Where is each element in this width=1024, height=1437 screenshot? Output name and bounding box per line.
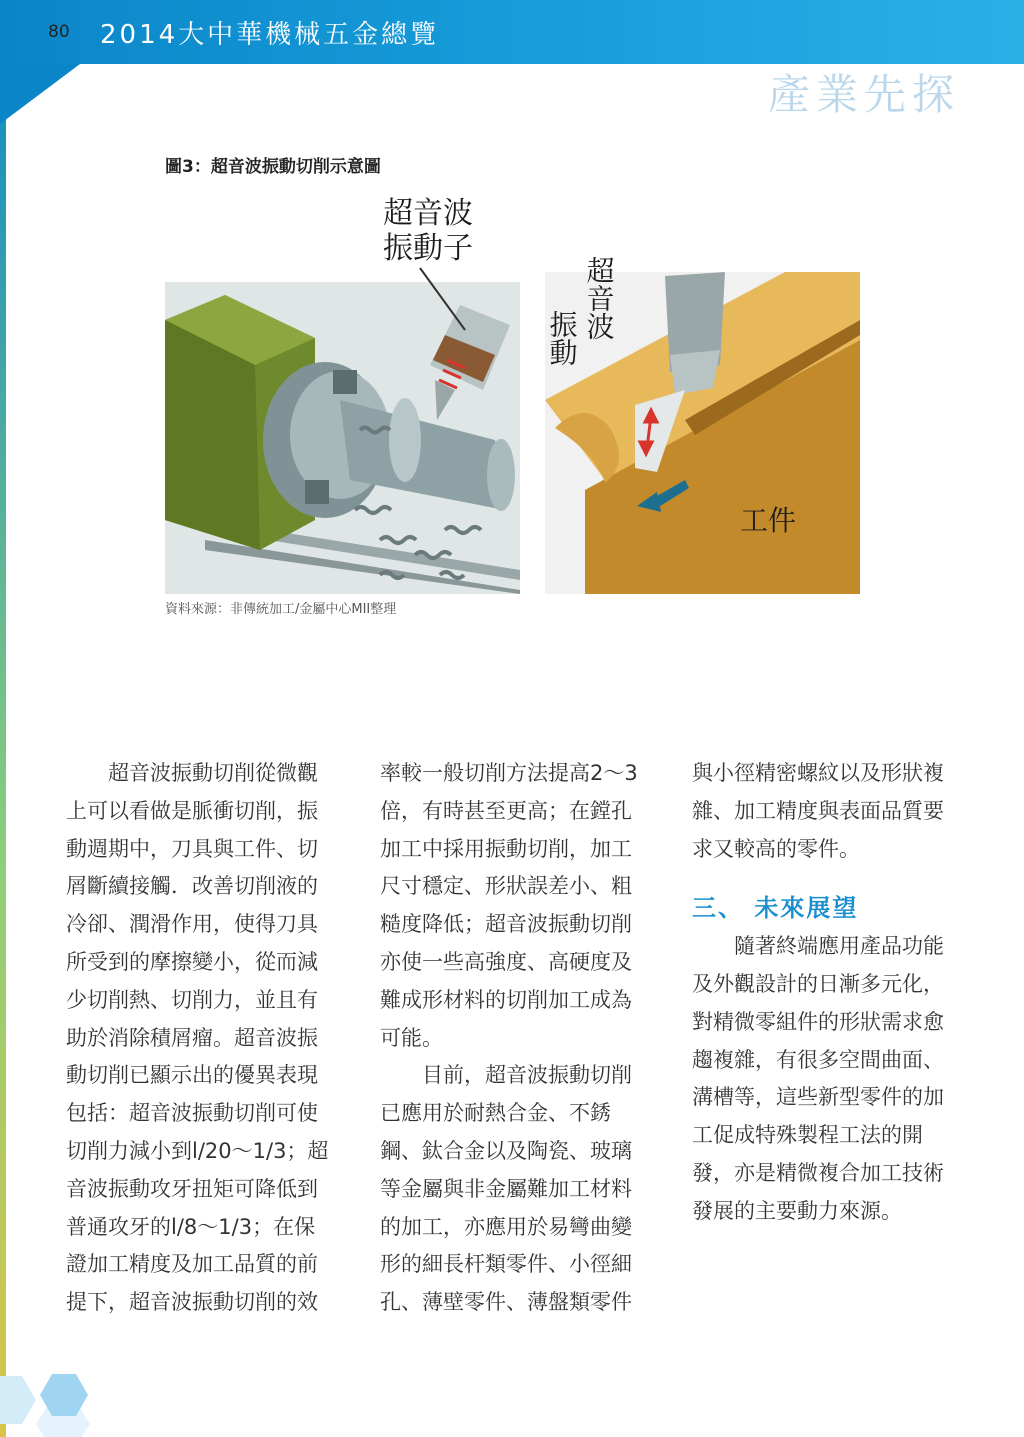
body-column-2 [380, 755, 648, 1322]
label-transducer-line1: 超音波 [383, 196, 473, 231]
page-number: 80 [48, 22, 70, 42]
label-vibration-col1: 振動 [545, 310, 579, 366]
chuck-jaw [333, 370, 357, 394]
section-heading: 三、 未來展望 [692, 894, 859, 923]
paragraph: 率較一般切削方法提高2～3倍，有時甚至更高；在鏜孔加工中採用振動切削，加工尺寸穩定、形狀誤差小、粗糙度降低；超音波振動切削亦使一些高強度、高硬度及難成形材料的切削加工成為可能。 [380, 761, 638, 1050]
publication-title: 2014大中華機械五金總覽 [100, 20, 440, 50]
shaft-end [487, 439, 515, 511]
label-transducer-line2: 振動子 [383, 231, 473, 266]
header-bar [0, 0, 1024, 64]
figure-source: 資料來源：非傳統加工/金屬中心MII整理 [165, 602, 397, 617]
chuck-jaw [305, 480, 329, 504]
hexagon-shape [0, 1376, 36, 1424]
page-edge-stripe [0, 0, 6, 1437]
label-vibration-col2: 超音波 [582, 256, 616, 340]
label-workpiece: 工件 [740, 504, 797, 537]
shaft-collar [389, 398, 421, 482]
ultrasonic-cutting-illustration [165, 190, 860, 595]
figure-caption: 圖3：超音波振動切削示意圖 [165, 157, 381, 177]
page-number-decoration [0, 1362, 120, 1437]
paragraph: 目前，超音波振動切削已應用於耐熱合金、不銹鋼、鈦合金以及陶瓷、玻璃等金屬與非金屬難加工材料的加工，亦應用於易彎曲變形的細長杆類零件、小徑細孔、薄壁零件、薄盤類零件 [380, 1063, 632, 1315]
body-column-3 [692, 755, 962, 1231]
paragraph: 與小徑精密螺紋以及形狀複雜、加工精度與表面品質要求又較高的零件。 [692, 761, 944, 861]
paragraph: 超音波振動切削從微觀上可以看做是脈衝切削，振動週期中，刀具與工件、切屑斷續接觸．改善切削液的冷卻、潤滑作用，使得刀具所受到的摩擦變小，從而減少切削熱、切削力，並且有助於消除積屑瘤。超音波振動切削已顯示出的優異表現包括：超音波振動切削可使切削力減小到l/20～1/3；超音波振動攻牙扭矩可降低到普通攻牙的l/8～1/3；在保證加工精度及加工品質的前提下，超音波振動切削的效 [66, 761, 329, 1315]
paragraph: 隨著終端應用產品功能及外觀設計的日漸多元化，對精微零組件的形狀需求愈趨複雜，有很多空間曲面、溝槽等，這些新型零件的加工促成特殊製程工法的開發，亦是精微複合加工技術發展的主要動力來源。 [692, 934, 944, 1223]
section-label: 產業先探 [767, 70, 960, 119]
header-notch [0, 64, 80, 124]
body-column-1 [66, 755, 334, 1322]
